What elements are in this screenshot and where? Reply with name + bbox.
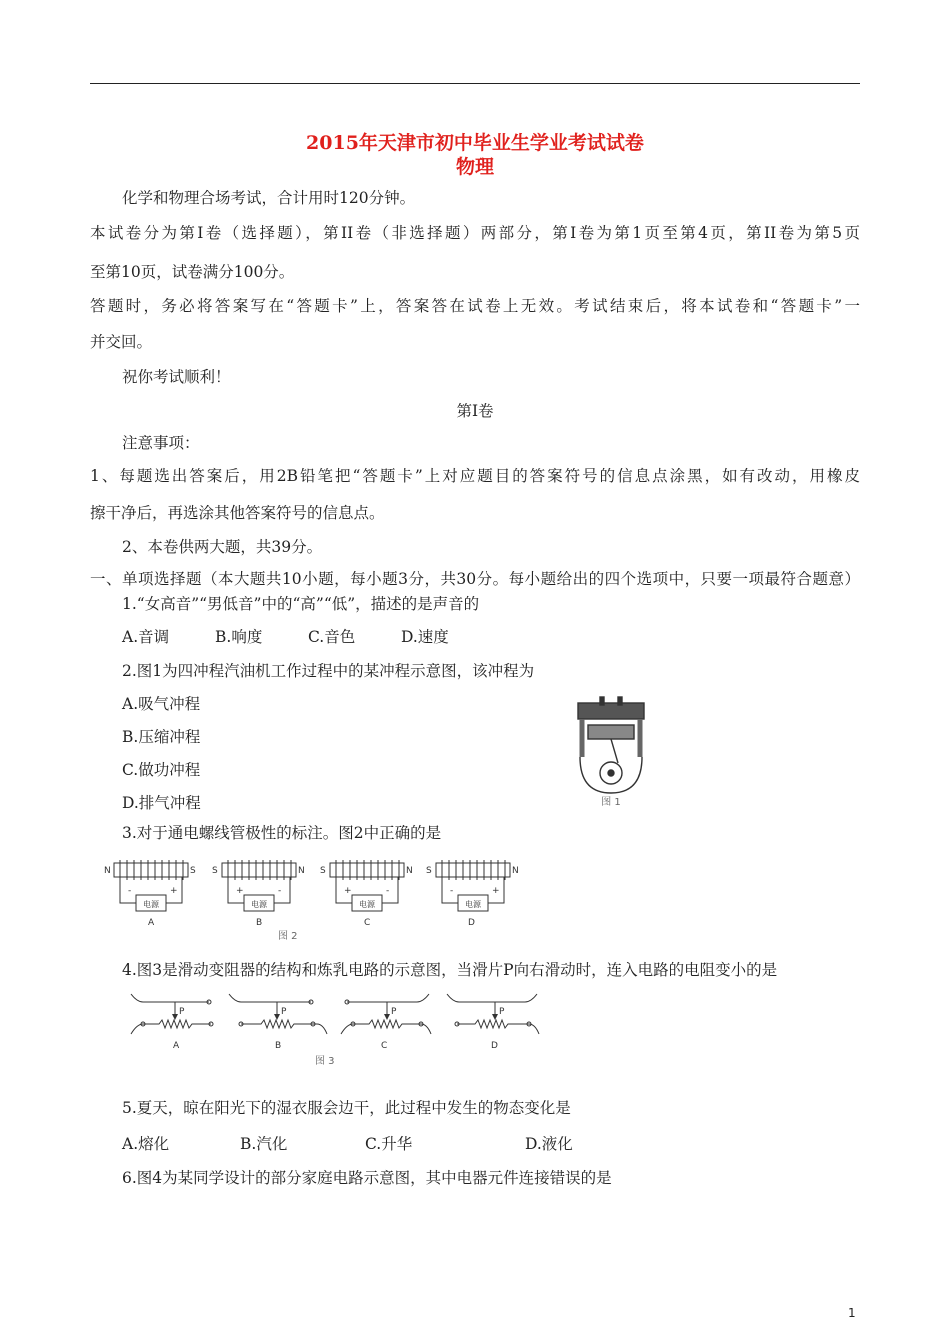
panel-d-right-pole: N: [512, 866, 519, 876]
panel-c-sign-left: +: [344, 886, 352, 896]
intro-paragraph-1: 化学和物理合场考试，合计用时120分钟。: [122, 189, 416, 207]
rheostat-panel-b: [229, 994, 327, 1051]
panel-c-slider-label: P: [391, 1007, 397, 1017]
figure-2-caption: 图 2: [278, 931, 298, 942]
intro-paragraph-4: 祝你考试顺利！: [122, 368, 231, 386]
exam-title: 2015年天津市初中毕业生学业考试试卷: [306, 132, 644, 154]
figure-1-engine-diagram: [570, 695, 652, 810]
q1-option-a: A.音调: [122, 628, 170, 646]
q2-option-c: C.做功冲程: [122, 761, 201, 779]
q1-stem: 1.“女高音”“男低音”中的“高”“低”，描述的是声音的: [122, 595, 480, 613]
rheostat-panel-c: [341, 994, 431, 1051]
panel-a-sign-right: +: [170, 886, 178, 896]
intro-paragraph-2-line-2: 至第10页，试卷满分100分。: [90, 263, 295, 281]
notice-item-1-line-2: 擦干净后，再选涂其他答案符号的信息点。: [90, 504, 385, 522]
solenoid-panel-b: [212, 860, 305, 928]
solenoid-panel-a: [104, 860, 196, 928]
q1-option-d: D.速度: [401, 628, 449, 646]
panel-b-right-pole: N: [298, 866, 305, 876]
panel-a-slider-label: P: [179, 1007, 185, 1017]
intro-paragraph-3-line-2: 并交回。: [90, 333, 153, 351]
panel-a-source: 电源: [143, 900, 159, 909]
panel-d-left-pole: S: [426, 866, 432, 876]
panel-c-label: C: [381, 1041, 388, 1051]
q2-option-b: B.压缩冲程: [122, 728, 201, 746]
panel-b-label: B: [256, 918, 263, 928]
section-heading: 第Ⅰ卷: [456, 402, 494, 420]
figure-3-caption: 图 3: [315, 1056, 335, 1067]
intro-paragraph-2-line-1: 本试卷分为第Ⅰ卷（选择题），第II卷（非选择题）两部分，第Ⅰ卷为第1页至第4页，第II卷为第5页: [90, 224, 860, 242]
panel-a-label: A: [148, 918, 155, 928]
q6-stem: 6.图4为某同学设计的部分家庭电路示意图，其中电器元件连接错误的是: [122, 1169, 612, 1187]
q2-option-d: D.排气冲程: [122, 794, 201, 812]
q5-option-b: B.汽化: [240, 1135, 288, 1153]
notice-title: 注意事项：: [122, 434, 200, 452]
panel-c-left-pole: S: [320, 866, 326, 876]
panel-b-left-pole: S: [212, 866, 218, 876]
intro-paragraph-3-line-1: 答题时，务必将答案写在“答题卡”上，答案答在试卷上无效。考试结束后，将本试卷和“答题卡”一: [90, 297, 860, 315]
rheostat-panel-d: [447, 994, 539, 1051]
q1-option-b: B.响度: [215, 628, 263, 646]
q5-option-d: D.液化: [525, 1135, 573, 1153]
page-number: 1: [848, 1306, 856, 1320]
panel-a-right-pole: S: [190, 866, 196, 876]
q2-stem: 2.图1为四冲程汽油机工作过程中的某冲程示意图，该冲程为: [122, 662, 535, 680]
notice-item-2: 2、本卷供两大题，共39分。: [122, 538, 323, 556]
panel-a-left-pole: N: [104, 866, 111, 876]
panel-b-source: 电源: [251, 900, 267, 909]
panel-b-sign-right: -: [278, 886, 282, 896]
panel-d-sign-left: -: [450, 886, 454, 896]
panel-d-slider-label: P: [499, 1007, 505, 1017]
panel-d-source: 电源: [465, 900, 481, 909]
panel-b-slider-label: P: [281, 1007, 287, 1017]
panel-c-source: 电源: [359, 900, 375, 909]
panel-a-label: A: [173, 1041, 180, 1051]
panel-d-label: D: [468, 918, 475, 928]
q3-stem: 3.对于通电螺线管极性的标注。图2中正确的是: [122, 824, 442, 842]
panel-b-label: B: [275, 1041, 282, 1051]
figure-3-rheostats: [125, 990, 555, 1070]
part1-heading: 一、单项选择题（本大题共10小题，每小题3分，共30分。每小题给出的四个选项中，只要一项最符合题意）: [90, 570, 860, 588]
panel-d-sign-right: +: [492, 886, 500, 896]
q5-stem: 5.夏天，晾在阳光下的湿衣服会边干，此过程中发生的物态变化是: [122, 1099, 571, 1117]
panel-c-sign-right: -: [386, 886, 390, 896]
figure-1-caption: 图 1: [601, 797, 621, 808]
rheostat-panel-a: [131, 994, 213, 1051]
panel-a-sign-left: -: [128, 886, 132, 896]
solenoid-panel-d: [426, 860, 519, 928]
notice-item-1-line-1: 1、每题选出答案后，用2B铅笔把“答题卡”上对应题目的答案符号的信息点涂黑，如有改动，用橡皮: [90, 467, 860, 485]
q4-stem: 4.图3是滑动变阻器的结构和炼乳电路的示意图，当滑片P向右滑动时，连入电路的电阻变小的是: [122, 961, 778, 979]
panel-b-sign-left: +: [236, 886, 244, 896]
panel-d-label: D: [491, 1041, 498, 1051]
exam-subject: 物理: [455, 156, 494, 178]
solenoid-panel-c: [320, 860, 413, 928]
q2-option-a: A.吸气冲程: [122, 695, 201, 713]
q5-option-a: A.熔化: [122, 1135, 170, 1153]
figure-2-solenoids: [100, 855, 530, 945]
q1-option-c: C.音色: [308, 628, 356, 646]
panel-c-label: C: [364, 918, 371, 928]
top-rule: [90, 83, 860, 84]
q5-option-c: C.升华: [365, 1135, 413, 1153]
panel-c-right-pole: N: [406, 866, 413, 876]
